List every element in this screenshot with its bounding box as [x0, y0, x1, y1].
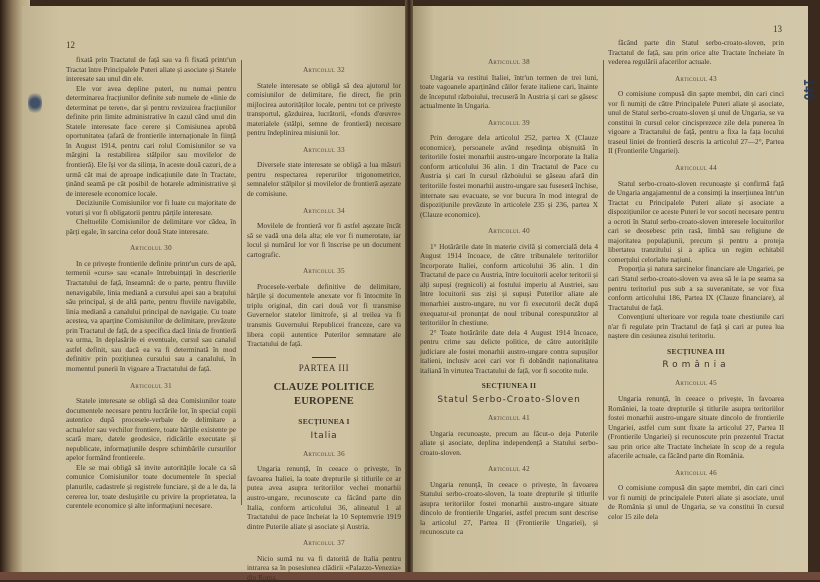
article-heading: Articolul 32 — [303, 66, 345, 74]
paragraph: 1° Hotărârile date în materie civilă și comercială dela 4 August 1914 încoace, de către tribunalele teritoriilor încorporate Italiei, conform articolului 36 alin. 1 din Tractatul de pace cu Austria, între locuitorii acelor teritorii și alți supuși (regnicoli) ai fostului imperiu al Austriei, sau între locuitorii sus ziși și supuși Puterilor aliate ale monarhiei austro-ungare, nu vor fi executorii decât după exequatur-ul pronunțat de noul tribunal corespunzător al teritoriilor în chestiune. — [420, 241, 598, 328]
paragraph: O comisiune compusă din șapte membri, din cari cinci vor fi numiți de principalele Puteri aliate și asociate, unul de România și unul de Ungaria, se va constitui în cursul celor 15 zile dela — [608, 483, 784, 521]
part-title: PARTEA III — [298, 362, 350, 373]
ink-blot — [28, 90, 42, 116]
paragraph: Procesele-verbale definitive de delimitare, hărțile și documentele anexate vor fi întocmite în triplu original, din cari două vor fi transmise Guvernelor statelor limitrofe, și al treilea va fi transmis Guvernului Republicei franceze, care va libera copii autentice Puterilor semnatare ale Tractatului de față. — [247, 281, 401, 349]
article-heading: Articolul 41 — [488, 413, 530, 422]
paragraph: Cheltuelile Comisiunilor de delimitare vor cădea, în părți egale, în sarcina celor două State interesate. — [66, 217, 236, 236]
paragraph: Deciziunile Comisiunilor vor fi luate cu majoritate de voturi și vor fi obligatorii pentru părțile interesate. — [66, 198, 236, 217]
paragraph: Proporția și natura sarcinelor financiare ale Ungariei, pe cari Statul serbo-croato-sloven va avea să le ia pe seama sa pentru teritoriul pus sub a sa suveranitate, se vor fixa conform articolului 186, Partea IX (Clauze financiare), al Tractatului de față. — [608, 264, 784, 312]
paragraph: Ele se mai obligă să invite autoritățile locale ca să comunice Comisiunilor toate documentele în special planurile, cadastrele și registrele funciare, și de a le da, la cererea lor, toate deslușirile cu privire la proprietatea, la curentele economice și alte informațiuni necesare. — [66, 462, 236, 511]
paragraph: Convențiuni ulterioare vor regula toate chestiunile cari n'ar fi regulate prin Tractatul de față și cari ar putea lua naștere din cesiunea zisului teritoriu. — [608, 312, 784, 341]
column-right-2 — [608, 38, 784, 522]
section-title: SECȚIUNEA II — [481, 381, 537, 391]
paragraph: Prin derogare dela articolul 252, partea X (Clauze economice), persoanele având reședința obișnuită în teritoriile fostei monarhii austro-ungare încorporate la Italia conform articolului 36 alin. 1 din Tractatul de Pace cu Austria și cari în cursul războiului se găseau afară din teritoriile fostei monarhii austro-ungare sau fuseseră închise, internate sau evacuate, se vor bucura în mod integral de dispozițiunile prevăzute în articolele 235 și 236, partea X (Clauze economice). — [420, 133, 598, 219]
paragraph: Ungaria recunoaște, precum au făcut-o deja Puterile aliate și asociate, deplina independență a Statului serbo-croato-sloven. — [420, 428, 598, 457]
book-gutter — [405, 0, 413, 580]
paragraph: făcând parte din Statul serbo-croato-sloven, prin Tractatul de față, sau prin orice alte Tractate încheiate în vederea regulării afacerilor actuale. — [608, 38, 784, 67]
book-bottom-edge — [0, 572, 820, 580]
paragraph: Ungaria renunță, în ceeace o privește, în favoarea României, la toate drepturile și titlurile asupra teritoriilor fostei monarhii austro-ungare situate dincolo de frontierile Ungariei, astfel cum sunt fixate la articolul 27, Partea II (Frontierile Ungariei) și recunoscute prin prezentul Tractat sau prin orice alte Tractate încheiate în scop de a regula afacerile actuale, ca făcând parte din România. — [608, 393, 784, 461]
paragraph: Ungaria renunță, în ceeace o privește, în favoarea Statului serbo-croato-sloven, la toate drepturile și titlurile asupra teritoriilor fostei monarhii austro-ungare situate dincolo de frontierile Ungariei, astfel precum sunt descrise la articolul 27, Partea II (Frontierile Ungariei), și recunoscute ca — [420, 479, 598, 537]
article-heading: Articolul 37 — [303, 539, 345, 548]
paragraph: Diversele state interesate se obligă a lua măsuri pentru respectarea reperurilor trigonometrice, semnalelor stâlpilor și movilelor de frontieră așezate de comisiune. — [247, 160, 401, 199]
column-divider — [241, 60, 242, 505]
section-subtitle: Italia — [310, 430, 338, 441]
column-left-1 — [66, 55, 236, 511]
article-heading: Articolul 44 — [675, 164, 717, 173]
article-heading: Articolul 30 — [130, 244, 172, 253]
section-subtitle: Statul Serbo-Croato-Sloven — [437, 394, 581, 405]
paragraph: fixată prin Tractatul de față sau va fi fixată printr'un Tractat între Principalele Puteri aliate și asociate și Statele interesate sau unul din ele. — [66, 55, 236, 84]
paragraph: Ungaria va restitui Italiei, într'un termen de trei luni, toate vagoanele aparținând căilor ferate italiene cari, înainte de începutul războiului, trecuseră în Austria și cari se găsesc actualmente în Ungaria. — [420, 72, 598, 111]
column-divider — [603, 60, 604, 500]
article-heading: Articolul 42 — [488, 465, 530, 474]
article-heading: Articolul 34 — [303, 206, 345, 215]
article-heading: Articolul 46 — [675, 468, 717, 477]
paragraph: Ungaria renunță, în ceeace o privește, în favoarea Italiei, la toate drepturile și titlurile ce ar putea avea asupra teritoriilor vechei monarhii austro-ungare, recunoscute ca făcând parte din Italia, conform articolului 36, alineatul 1 al Tractatului de pace încheiat la 10 Septemvrie 1919 dintre Puterile aliate și asociate și Austria. — [247, 464, 401, 531]
article-heading: Articolul 35 — [303, 267, 345, 276]
section-title: SECȚIUNEA I — [298, 417, 350, 427]
divider — [312, 357, 336, 358]
section-subtitle: România — [662, 360, 730, 371]
paragraph: Ele vor avea depline puteri, nu numai pentru determinarea fracțiunilor definite sub numele de «linie de determinat pe teren», dar și pentru revizuirea fracțiunilor definite prin limite administrative în cazul când unul din Statele interesate face cerere și Comisiunea aprobă oportunitatea (afară de frontierile internaționale în ființă în August 1914, pentru cari rolul Comisiunilor se va mărgini la restabilirea stâlpilor sau movilelor de frontieră). Ele își vor da silința, în aceste două cazuri, de a urmă cât mai de aproape indicațiunile date în Tractate, ținând seamă pe cât posibil de hotarele administrative și de interesele economice locale. — [66, 83, 236, 198]
article-heading: Articolul 43 — [675, 74, 717, 83]
paragraph: 2° Toate hotărârile date dela 4 August 1914 încoace, pentru crime sau delicte politice, de către autoritățile judiciare ale fostei monarhii austro-ungare contra supușilor italieni, inclusiv acei cari vor fi dobândit naționalitatea italiană în virtutea Tractatului de față, vor fi socotite nule. — [420, 327, 598, 375]
page-number-left: 12 — [66, 40, 75, 50]
article-heading: Articolul 31 — [130, 381, 172, 390]
article-heading: Articolul 38 — [488, 58, 530, 66]
paragraph: In ce privește frontierile definite printr'un curs de apă, termenii «curs» sau «canal» întrebuințați în descrierile Tractatului de față, înseamnă: de o parte, pentru fluviile nenavigabile, linia mediană a cursului apei sau a brațului său principal, și de altă parte, pentru fluviile navigabile, linia mediană a canalului principal de navigație. Cu toate acestea, va aparține Comisiunilor de delimitare, prevăzute prin Tractatul de față, de a specifica dacă linia de frontieră va urma, în deplasările ei eventuale, cursul sau canalul astfel definit, sau dacă ea va fi determinată în mod definitiv prin pozițiunea cursului sau a canalului, în momentul punerii în vigoare a Tractatului de față. — [66, 258, 236, 373]
article-heading: Articolul 45 — [675, 379, 717, 388]
paragraph: Nicio sumă nu va fi datorită de Italia pentru intrarea sa în posesiunea clădirii «Palazzo-Venezia» din Roma. — [247, 553, 401, 582]
paragraph: Statul serbo-croato-sloven recunoaște și confirmă față de Ungaria angajamentul de a consimți la inserțiunea într'un Tractat cu Principalele Puteri aliate și asociate a dispozițiunilor ce aceste Puteri le vor socoti necesare pentru a ocroti în Statul serbo-croato-sloven interesele locuitorilor cari se deosebesc prin rasă, limbă sau religiune de majoritatea populațiunii, precum și pentru a proteja libertatea tranzitului și a aplica un regim echitabil comerțului celorlalte națiuni. — [608, 178, 784, 264]
paragraph: Statele interesate se obligă să dea ajutorul lor comisiunilor de delimitare, fie direct, fie prin mijlocirea autorităților locale, pentru tot ce privește transportul, găzduirea, lucrătorii, «fonds d'œuvre» materialele (stâlpi, semne de frontieră) necesare pentru îndeplinirea misiunii lor. — [247, 80, 401, 138]
paragraph: O comisiune compusă din șapte membri, din cari cinci vor fi numiți de către Principalele Puteri aliate și asociate, unul de Statul serbo-croato-sloven și unul de Ungaria, se va constitui în cursul celor cincisprezece zile dela punerea în vigoare a Tractatului de față, pentru a fixa la fața locului traseul liniei de frontieră descris la articolul 27—2°, Partea II (Frontierile Ungariei). — [608, 89, 784, 156]
paragraph: Movilele de frontieră vor fi astfel așezate încât să se vadă una dela alta; ele vor fi numerotate, iar locul și numărul lor vor fi înscrise pe un document cartografic. — [247, 221, 401, 259]
paragraph: Statele interesate se obligă să dea Comisiunilor toate documentele necesare pentru lucrările lor, în special copii autentice după procesele-verbale de delimitare a actualelor sau vechilor frontiere, toate hărțile existente pe scară mare, datele geodesice, ridicările executate și nepublicate, informațiunile despre schimbările cursurilor apelor formând frontierele. — [66, 396, 236, 463]
article-heading: Articolul 40 — [488, 227, 530, 236]
column-right-1 — [420, 50, 598, 537]
article-heading: Articolul 33 — [303, 145, 345, 154]
article-heading: Articolul 39 — [488, 118, 530, 127]
article-heading: Articolul 36 — [303, 449, 345, 458]
library-stamp: 140 — [800, 78, 816, 101]
column-left-2 — [247, 58, 401, 582]
part-heading: CLAUZE POLITICE EUROPENE — [273, 382, 375, 408]
page-number-right: 13 — [773, 24, 782, 34]
section-title: SECȚIUNEA III — [667, 346, 725, 356]
